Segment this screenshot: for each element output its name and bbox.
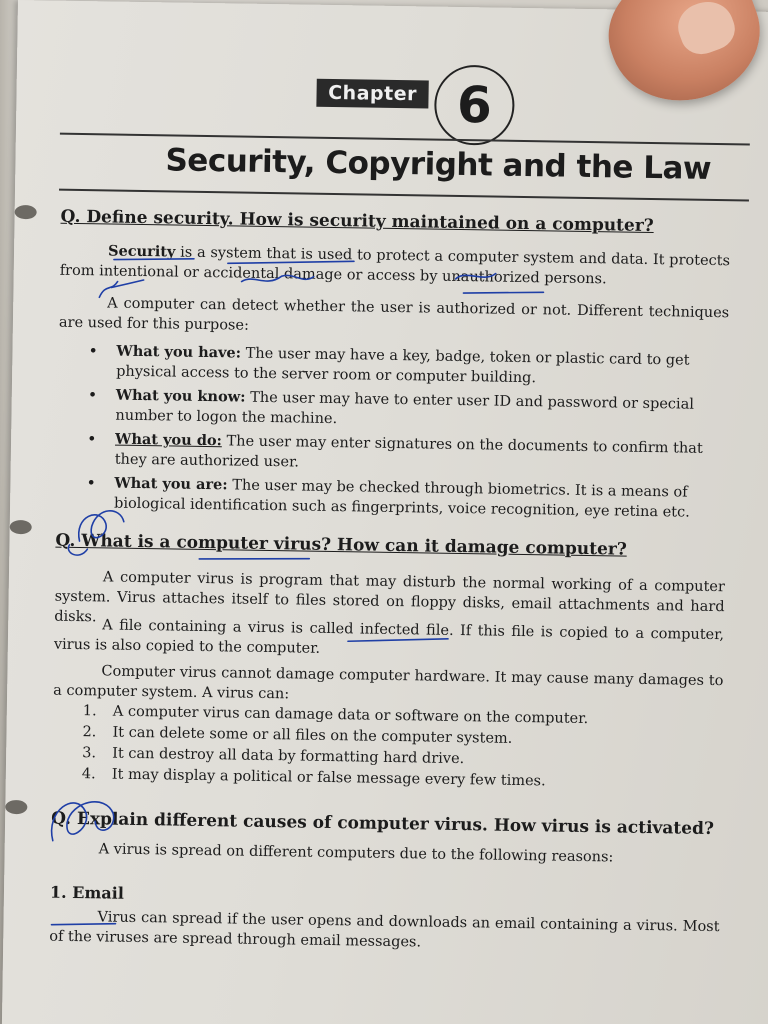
bullet-text: The user may enter signatures on the documents to confirm that they are authorized user. — [114, 433, 703, 471]
bullet-text: The user may be checked through biometrics. It is a means of biological identification such as fingerprints, voice recognition, eye retina etc. — [113, 477, 690, 521]
chapter-label: Chapter — [316, 79, 428, 109]
list-item: 4. It may display a political or false message every few times. — [81, 766, 546, 790]
question-virus-causes: Q. Explain different causes of computer virus. How virus is activated? — [50, 808, 715, 840]
handwritten-urdu-note-icon — [242, 275, 314, 283]
question-security: Q. Define security. How is security maintained on a computer? — [60, 206, 654, 237]
bullet-term: What you are: — [114, 474, 228, 494]
pen-underline-icon — [114, 258, 194, 261]
list-item: 3. It can destroy all data by formatting hard drive. — [82, 745, 465, 768]
list-item: 2. It can delete some or all files on the computer system. — [82, 724, 513, 747]
pen-underline-icon — [228, 259, 354, 265]
pen-underline-icon — [199, 557, 309, 561]
list-item-text: A computer virus can damage data or software on the computer. — [112, 703, 589, 728]
handwritten-urdu-note-icon — [99, 279, 143, 298]
virus-definition-text: A computer virus is program that may disturb the normal working of a computer system. Virus attaches itself to files stored on floppy disks, email attachments and hard disks. — [54, 569, 725, 626]
bullet-text: The user may have a key, badge, token or plastic card to get physical access to the server room or computer building. — [116, 345, 690, 387]
bullet-term: What you know: — [115, 386, 246, 406]
infected-file-text: A file containing a virus is called infected file. If this file is copied to a computer, virus is also copied to the computer. — [53, 617, 725, 657]
list-item-text: It can delete some or all files on the computer system. — [112, 724, 513, 747]
bullet-term: What you do: — [114, 430, 223, 450]
virus-damage-text: Computer virus cannot damage computer hardware. It may cause many damages to a computer system. A virus can: — [53, 663, 724, 703]
pen-annotations — [2, 0, 768, 1012]
handwritten-urdu-note-icon — [456, 273, 496, 280]
techniques-text: A computer can detect whether the user is authorized or not. Different techniques are used for this purpose: — [58, 295, 730, 334]
chapter-number: 6 — [434, 65, 515, 146]
pen-scribble-icon — [79, 510, 124, 541]
list-item: 1. A computer virus can damage data or software on the computer. — [82, 703, 589, 728]
pen-underline-icon — [51, 923, 115, 926]
security-definition-text: is a system that is used to protect a computer system and data. It protects from intentional or accidental damage or access by unauthorized persons. — [59, 244, 731, 288]
email-text: Virus can spread if the user opens and downloads an email containing a virus. Most of the viruses are spread through email messages. — [49, 909, 720, 951]
page-title: Security, Copyright and the Law — [165, 142, 712, 187]
pen-underline-icon — [348, 637, 448, 643]
term-security: Security — [107, 242, 176, 261]
question-virus-text: Q. What is a computer virus? How can it damage computer? — [55, 530, 627, 560]
pen-scribble-icon — [51, 801, 113, 841]
list-item-text: It may display a political or false message every few times. — [111, 766, 546, 790]
list-item-text: It can destroy all data by formatting hard drive. — [112, 745, 465, 768]
bullet-text: The user may have to enter user ID and password or special number to logon the machine. — [115, 389, 695, 428]
bullet-term: What you have: — [116, 342, 242, 362]
thumbnail — [672, 0, 741, 60]
causes-intro-text: A virus is spread on different computers due to the following reasons: — [98, 841, 614, 866]
subheading-email: 1. Email — [49, 882, 125, 903]
pen-scribble-icon — [68, 545, 87, 555]
pen-underline-icon — [463, 291, 543, 294]
book-page — [2, 0, 768, 1024]
